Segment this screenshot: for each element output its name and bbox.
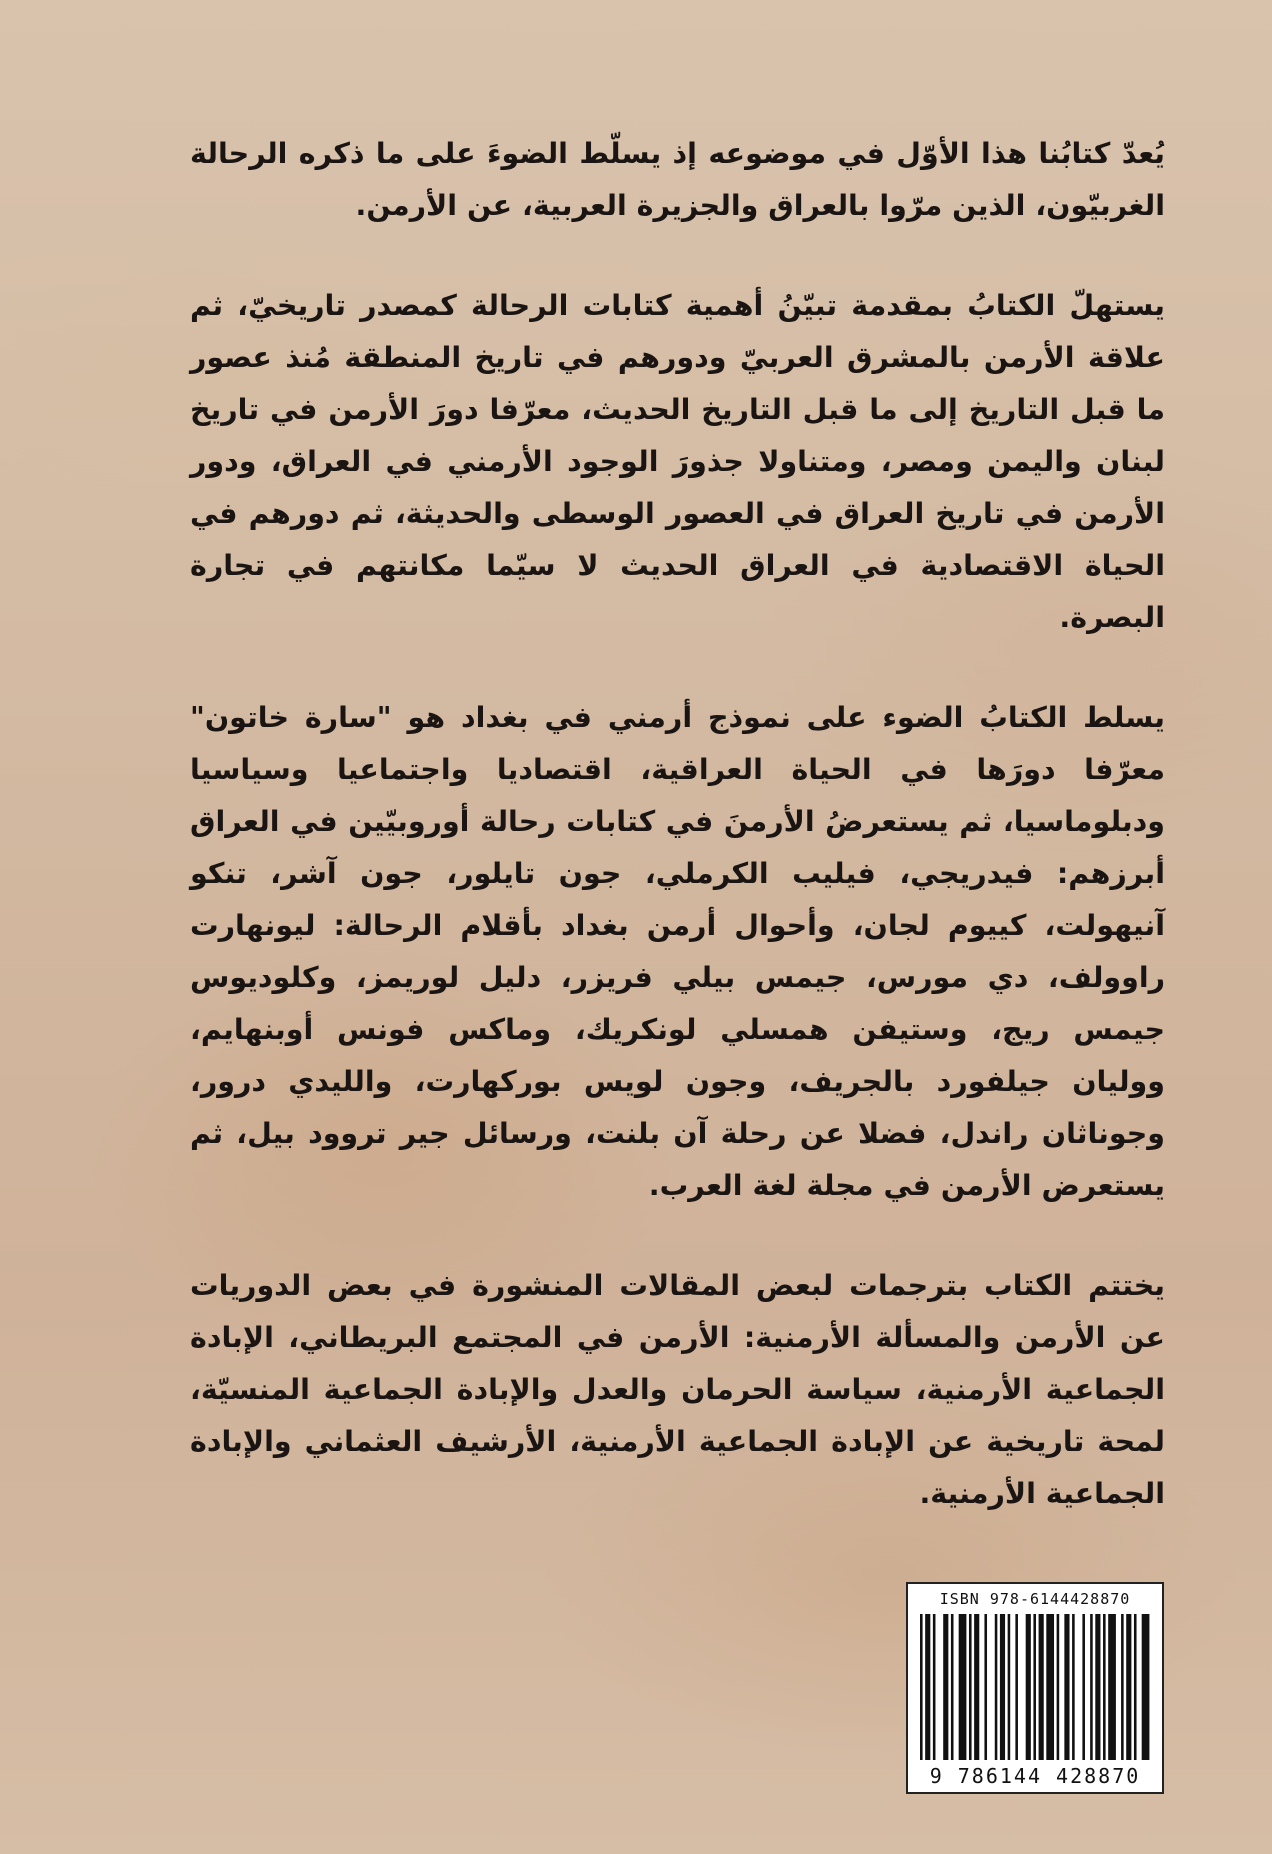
barcode-digits: 9 786144 428870 [929,1764,1141,1788]
blurb-paragraph-1: يُعدّ كتابُنا هذا الأوّل في موضوعه إذ يسلّط الضوءَ على ما ذكره الرحالة الغربيّون، الذين مرّوا بالعراق والجزيرة العربية، عن الأرمن. [190,137,1165,222]
blurb-paragraph-2: يستهلّ الكتابُ بمقدمة تبيّنُ أهمية كتابات الرحالة كمصدر تاريخيّ، ثم علاقة الأرمن بالمشرق العربيّ ودورهم في تاريخ المنطقة مُنذ عصور ما قبل التاريخ إلى ما قبل التاريخ الحديث، معرّفا دورَ الأرمن في تاريخ لبنان واليمن ومصر، ومتناولا جذورَ الوجود الأرمني في العراق، ودور الأرمن في تاريخ العراق في العصور الوسطى والحديثة، ثم دورهم في الحياة الاقتصادية في العراق الحديث لا سيّما مكانتهم في تجارة البصرة. [190,289,1165,634]
blurb-paragraph-4: يختتم الكتاب بترجمات لبعض المقالات المنشورة في بعض الدوريات عن الأرمن والمسألة الأرمنية: الأرمن في المجتمع البريطاني، الإبادة الجماعية الأرمنية، سياسة الحرمان والعدل والإبادة الجماعية المنسيّة، لمحة تاريخية عن الإبادة الجماعية الأرمنية، الأرشيف العثماني والإبادة الجماعية الأرمنية. [190,1269,1165,1510]
barcode-icon [918,1614,1154,1760]
isbn-barcode [906,1582,1164,1794]
blurb-text [190,128,1165,1568]
blurb-paragraph-3: يسلط الكتابُ الضوء على نموذج أرمني في بغداد هو "سارة خاتون" معرّفا دورَها في الحياة العراقية، اقتصاديا واجتماعيا وسياسيا ودبلوماسيا، ثم يستعرضُ الأرمنَ في كتابات رحالة أوروبيّين في العراق أبرزهم: فيدريجي، فيليب الكرملي، جون تايلور، جون آشر، تنكو آنيهولت، كييوم لجان، وأحوال أرمن بغداد بأقلام الرحالة: ليونهارت راوولف، دي مورس، جيمس بيلي فريزر، دليل لوريمز، وكلوديوس جيمس ريج، وستيفن همسلي لونكريك، وماكس فونس أوبنهايم، ووليان جيلفورد بالجريف، وجون لويس بوركهارت، والليدي درور، وجوناثان راندل، فضلا عن رحلة آن بلنت، ورسائل جير تروود بيل، ثم يستعرض الأرمن في مجلة لغة العرب. [190,701,1165,1202]
isbn-label: ISBN 978-6144428870 [939,1590,1131,1608]
